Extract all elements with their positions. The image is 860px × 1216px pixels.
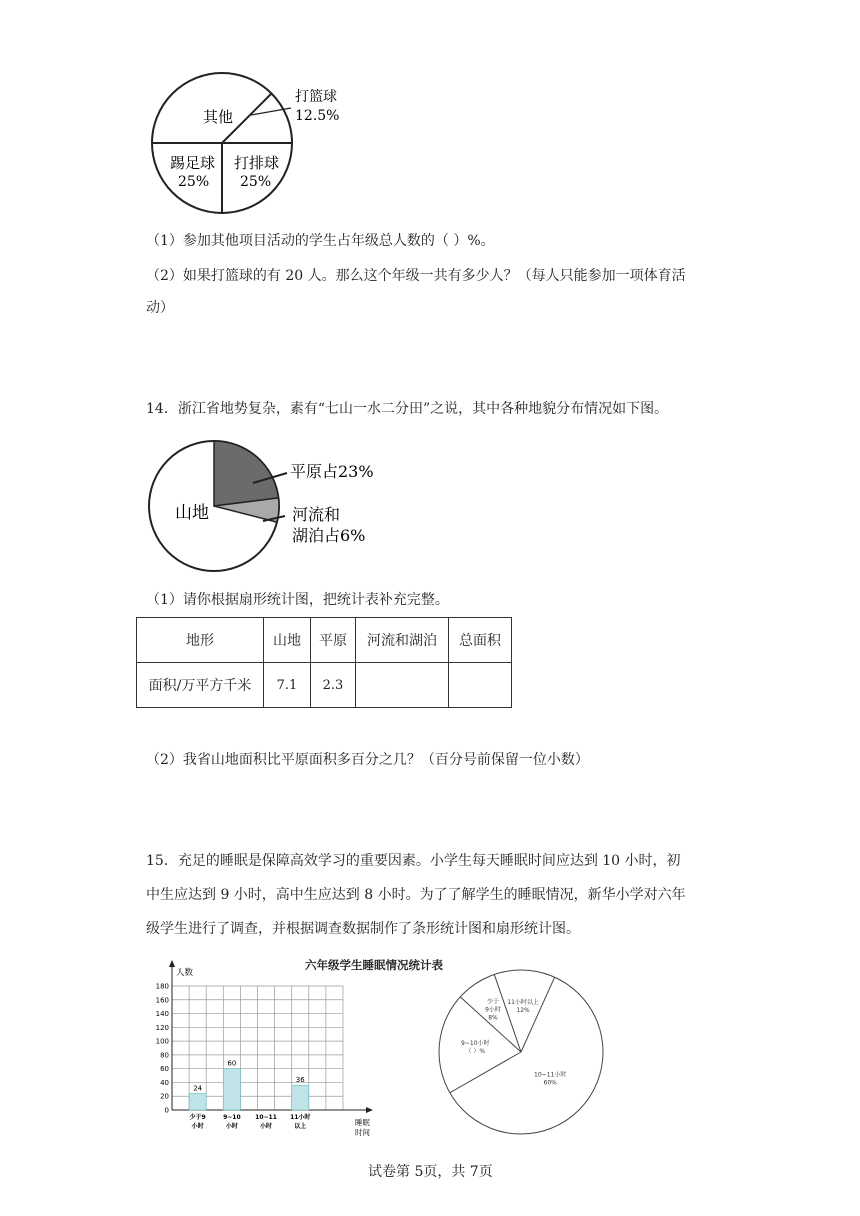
table-header-cell: 平原 <box>311 618 356 663</box>
pie-label-other: 其他 <box>203 108 234 126</box>
pie-slice-label: 9小时 <box>485 1006 501 1014</box>
y-axis-arrow <box>169 960 175 967</box>
table-cell: 2.3 <box>311 663 356 708</box>
pie-value-football: 25% <box>178 174 210 190</box>
pie-slice-label: 9~10小时 <box>461 1040 490 1047</box>
x-tick-label-line2: 小时 <box>225 1123 238 1130</box>
y-tick-label: 40 <box>160 1078 169 1087</box>
x-tick-label-line1: 少于9 <box>189 1114 206 1121</box>
q15-line2: 中生应达到 9 小时，高中生应达到 8 小时。为了了解学生的睡眠情况，新华小学对六年 <box>146 887 686 903</box>
terrain-slice-plain <box>214 441 278 506</box>
x-tick-label-line1: 9~10 <box>223 1114 241 1121</box>
pie-label-football: 踢足球 <box>170 154 216 172</box>
x-axis-label-line2: 时间 <box>355 1128 370 1137</box>
x-tick-label-line2: 以上 <box>294 1123 307 1130</box>
terrain-pie-chart <box>145 438 405 578</box>
page-footer: 试卷第 5页，共 7页 <box>368 1164 493 1180</box>
pie-slice-label: 少于 <box>486 998 500 1006</box>
x-tick-label-line2: 小时 <box>260 1123 273 1130</box>
bar-value-label: 60 <box>227 1059 237 1068</box>
x-axis-arrow <box>366 1107 373 1113</box>
table-header-row <box>137 618 512 663</box>
q13-sub2-line2: 动） <box>146 300 174 316</box>
x-tick-label-line2: 小时 <box>191 1123 204 1130</box>
terrain-area-table <box>136 617 512 708</box>
pie-slice-label: 11小时以上 <box>507 999 539 1007</box>
sleep-pie-chart <box>435 965 610 1140</box>
terrain-label-mountain: 山地 <box>175 503 209 523</box>
terrain-label-river-line1: 河流和 <box>292 505 341 524</box>
pie-label-volleyball: 打排球 <box>234 154 280 172</box>
pie-slice-label: 12% <box>516 1007 530 1015</box>
q14-sub2: （2）我省山地面积比平原面积多百分之几？（百分号前保留一位小数） <box>146 752 589 768</box>
pie-value-basketball: 12.5% <box>295 108 340 124</box>
table-header-cell: 总面积 <box>449 618 512 663</box>
y-tick-label: 80 <box>160 1051 169 1060</box>
pie-slice-label: 10~11小时 <box>534 1071 567 1079</box>
table-header-cell: 地形 <box>137 618 264 663</box>
table-header-cell: 河流和湖泊 <box>356 618 449 663</box>
y-tick-label: 60 <box>160 1065 169 1074</box>
y-axis-label: 人数 <box>176 968 194 978</box>
y-tick-label: 0 <box>164 1106 169 1115</box>
x-tick-label-line1: 11小时 <box>290 1114 311 1121</box>
pie-slice-label: 8% <box>488 1014 498 1022</box>
q13-sub1: （1）参加其他项目活动的学生占年级总人数的（ ）%。 <box>146 233 495 249</box>
q15-line3: 级学生进行了调查，并根据调查数据制作了条形统计图和扇形统计图。 <box>146 921 580 937</box>
table-cell: 7.1 <box>264 663 311 708</box>
sleep-chart-title: 六年级学生睡眠情况统计表 <box>305 958 443 972</box>
q14-sub1: （1）请你根据扇形统计图，把统计表补充完整。 <box>146 592 449 608</box>
y-tick-label: 160 <box>155 996 169 1005</box>
y-tick-label: 140 <box>155 1010 169 1019</box>
pie-label-basketball: 打篮球 <box>295 89 337 105</box>
table-header-cell: 山地 <box>264 618 311 663</box>
y-tick-label: 120 <box>155 1023 169 1032</box>
sports-pie-chart <box>148 70 378 220</box>
pie-value-volleyball: 25% <box>240 174 272 190</box>
q13-sub2-line1: （2）如果打篮球的有 20 人。那么这个年级一共有多少人？（每人只能参加一项体育活 <box>146 268 686 284</box>
table-cell: 面积/万平方千米 <box>137 663 264 708</box>
pie-slice-label: （ ）% <box>465 1048 486 1055</box>
bar <box>223 1069 240 1110</box>
table-cell-blank[interactable] <box>449 663 512 708</box>
bar-value-label: 24 <box>193 1084 203 1093</box>
terrain-label-river-line2: 湖泊占6% <box>292 526 366 545</box>
q15-line1: 15．充足的睡眠是保障高效学习的重要因素。小学生每天睡眠时间应达到 10 小时，初 <box>146 853 681 869</box>
y-tick-label: 100 <box>155 1037 169 1046</box>
y-tick-label: 180 <box>155 982 169 991</box>
sleep-bar-chart <box>150 955 385 1140</box>
x-tick-label-line1: 10~11 <box>255 1114 277 1121</box>
terrain-label-plain: 平原占23% <box>290 462 374 481</box>
pie-slice-label: 60% <box>543 1079 557 1087</box>
x-axis-label-line1: 睡眠 <box>355 1118 370 1127</box>
bar <box>189 1093 206 1110</box>
bar <box>292 1085 309 1110</box>
table-cell-blank[interactable] <box>356 663 449 708</box>
table-row <box>137 663 512 708</box>
bar-value-label: 36 <box>295 1076 305 1085</box>
q14-stem: 14．浙江省地势复杂，素有“七山一水二分田”之说，其中各种地貌分布情况如下图。 <box>146 401 669 417</box>
y-tick-label: 20 <box>160 1092 169 1101</box>
